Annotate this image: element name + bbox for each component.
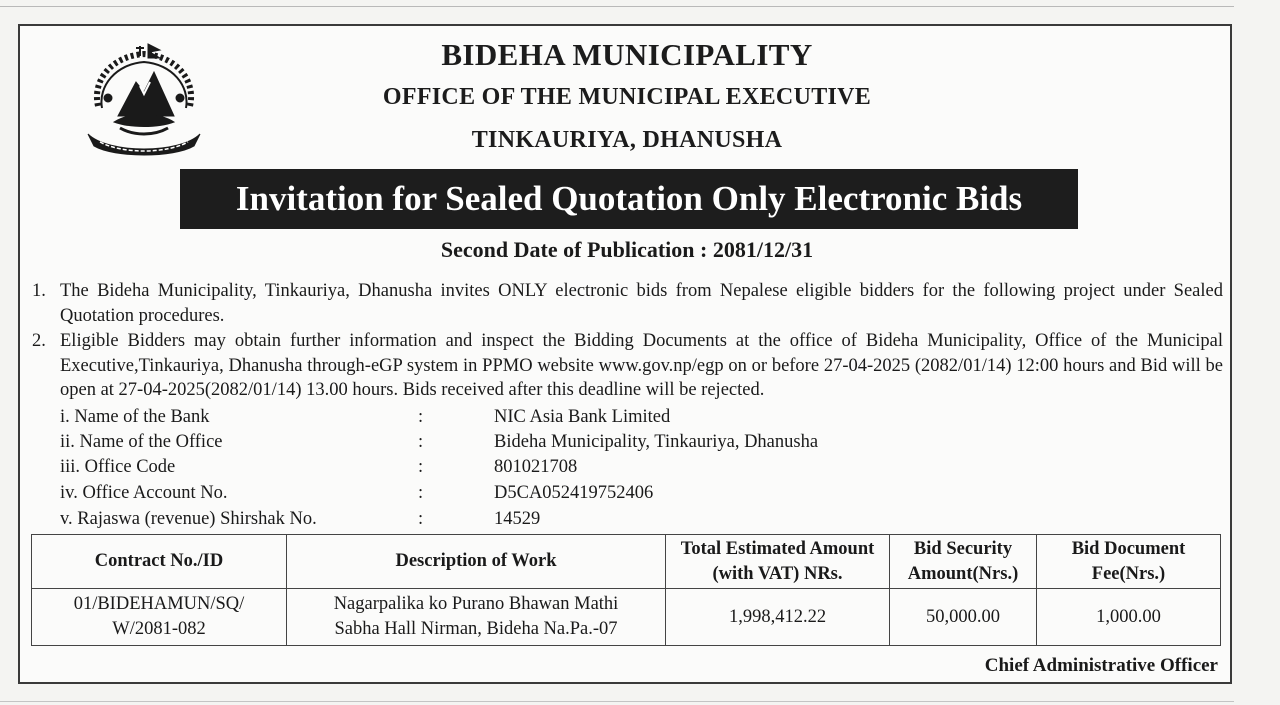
paragraph-number: 2. [32,331,46,351]
column-header-contract: Contract No./ID [32,535,287,589]
municipality-name: BIDEHA MUNICIPALITY [441,37,813,72]
cell-line: W/2081-082 [112,619,206,639]
paragraph-text: The Bideha Municipality, Tinkauriya, Dhanusha invites ONLY electronic bids from Nepalese eligible bidders for the following project under Sealed Quotation procedures. [60,281,1223,326]
bank-detail-label: iii. Office Code [60,457,176,477]
paragraph-1 [32,279,1223,328]
paragraph-text: Eligible Bidders may obtain further information and inspect the Bidding Documents at the office of Bideha Municipality, Office of the Municipal Executive,Tinkauriya, Dhanusha through-eGP system in PPMO website www.gov.np/egp on or before 27-04-2025 (2082/01/14) 12:00 hours and Bid will be open at 27-04-2025(2082/01/14) 13.00 hours. Bids received after this deadline will be rejected. [60,331,1223,400]
table-row [32,589,1221,646]
bank-detail-value: NIC Asia Bank Limited [494,407,671,427]
notice-title: Invitation for Sealed Quotation Only Electronic Bids [235,179,1023,218]
bank-detail-value: Bideha Municipality, Tinkauriya, Dhanusha [494,432,819,452]
table-header-row [32,535,1221,589]
bid-notice [18,24,1232,684]
bank-detail-separator: : [418,407,424,427]
cell-fee: 1,000.00 [1037,589,1221,646]
office-name: OFFICE OF THE MUNICIPAL EXECUTIVE [382,84,872,110]
cell-line: 01/BIDEHAMUN/SQ/ [73,594,245,614]
signatory-title: Chief Administrative Officer [984,655,1218,676]
top-rule [0,6,1234,7]
bid-table [31,534,1221,646]
cell-line: Nagarpalika ko Purano Bhawan Mathi [333,594,619,614]
cell-estimate: 1,998,412.22 [666,589,890,646]
paragraph-number: 1. [32,281,46,301]
header-line: Fee(Nrs.) [1091,563,1166,584]
bank-detail-value: 14529 [494,509,541,529]
column-header-fee [1037,535,1221,589]
bank-detail-separator: : [418,509,424,529]
header-line: (with VAT) NRs. [712,563,843,584]
bank-detail-label: ii. Name of the Office [60,432,223,452]
cell-contract-id [32,589,287,646]
paragraph-2 [32,329,1223,403]
bank-detail-value: 801021708 [494,457,578,477]
column-header-estimate [666,535,890,589]
bank-detail-label: iv. Office Account No. [60,483,228,503]
bank-detail-label: i. Name of the Bank [60,407,210,427]
office-location: TINKAURIYA, DHANUSHA [471,127,783,153]
header-line: Bid Document [1071,538,1186,559]
header-line: Amount(Nrs.) [907,563,1019,584]
header-line: Bid Security [913,538,1013,559]
bank-detail-label: v. Rajaswa (revenue) Shirshak No. [60,509,317,529]
cell-description [287,589,666,646]
column-header-description: Description of Work [287,535,666,589]
bank-detail-value: D5CA052419752406 [494,483,654,503]
publication-date: Second Date of Publication : 2081/12/31 [440,237,814,262]
bank-detail-separator: : [418,457,424,477]
cell-security: 50,000.00 [890,589,1037,646]
cell-line: Sabha Hall Nirman, Bideha Na.Pa.-07 [334,619,618,639]
header-line: Total Estimated Amount [680,538,875,559]
column-header-security [890,535,1037,589]
bank-detail-separator: : [418,483,424,503]
bottom-rule [0,701,1234,702]
bank-detail-separator: : [418,432,424,452]
notice-title-banner [180,169,1078,229]
